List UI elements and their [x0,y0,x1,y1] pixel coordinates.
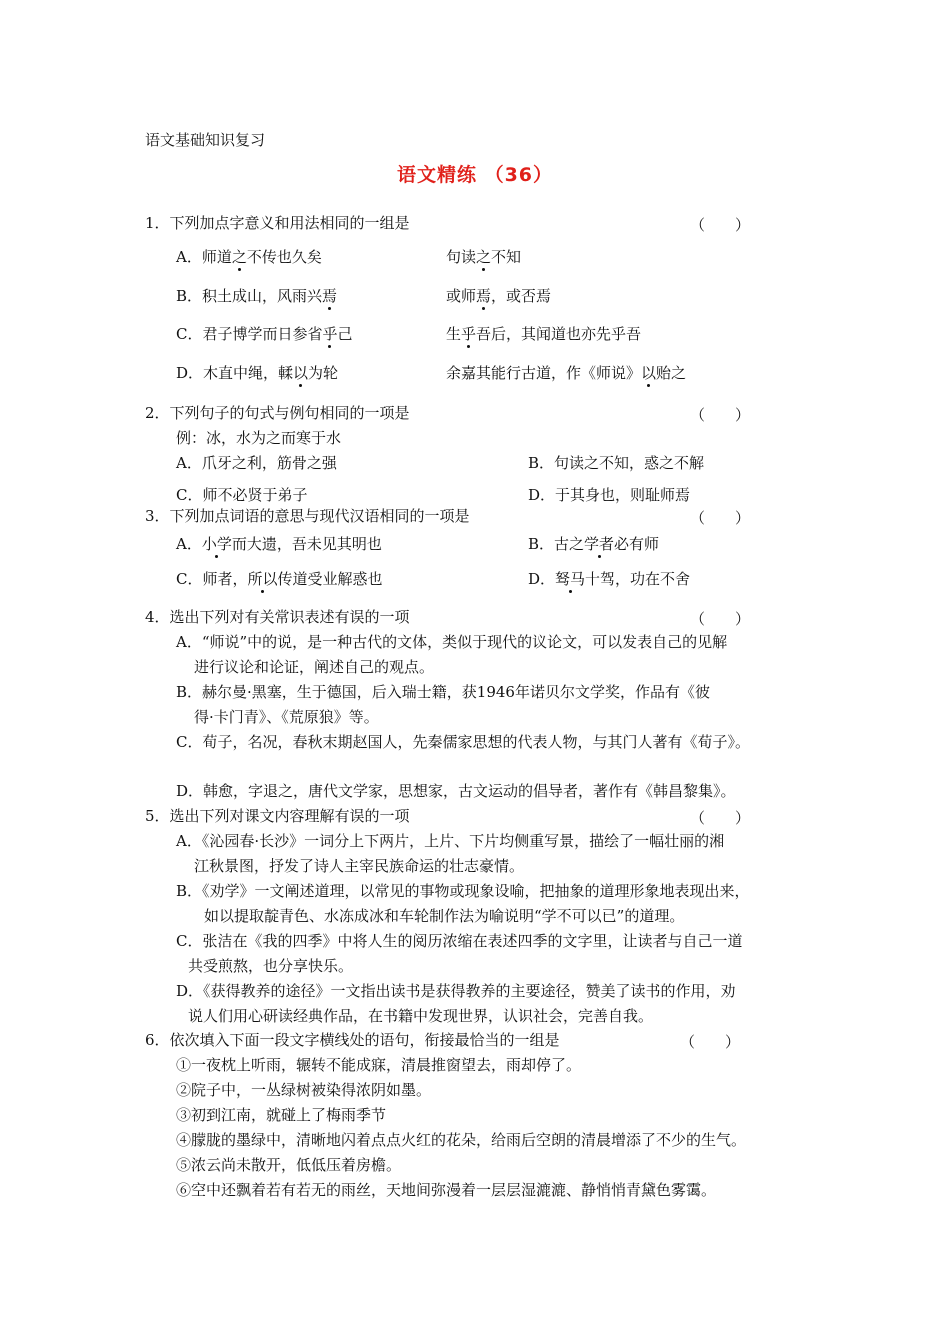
q1-option-a-right: 句读之不知 [446,248,522,266]
q6-sentence-4: ④朦胧的墨绿中，清晰地闪着点点火红的花朵，给雨后空朗的清晨增添了不少的生气。 [176,1131,747,1149]
document-header: 语文基础知识复习 [145,131,266,149]
q3-option-c: C．师者，所以传道受业解惑也 [176,570,383,588]
emphasis-dot-word: 小学 [201,535,232,553]
q3-stem: 3．下列加点词语的意思与现代汉语相同的一项是 [145,507,470,525]
emphasis-dot-char: 以 [641,364,657,382]
q6-sentence-1: ①一夜枕上听雨，辗转不能成寐，清晨推窗望去，雨却停了。 [176,1056,582,1074]
q3-option-b: B．古之学者必有师 [528,535,660,553]
emphasis-dot-word: 驽马 [555,570,586,588]
q3-option-d: D．驽马十驾，功在不舍 [528,570,691,588]
q5-option-a-line2: 江秋景图，抒发了诗人主宰民族命运的壮志豪情。 [194,857,525,875]
q1-option-c-right: 生乎吾后，其闻道也亦先乎吾 [446,325,642,343]
q2-stem: 2．下列句子的句式与例句相同的一项是 [145,404,410,422]
q4-option-b-line2: 得·卡门青》、《荒原狼》等。 [194,708,379,726]
q4-option-b-line1: B．赫尔曼·黑塞，生于德国，后入瑞士籍，获1946年诺贝尔文学奖，作品有《彼 [176,683,710,701]
q5-option-b-line2: 如以提取靛青色、水冻成冰和车轮制作法为喻说明“学不可以已”的道理。 [204,907,685,925]
page-title: 语文精练 （36） [396,164,554,186]
q5-option-c-line1: C．张洁在《我的四季》中将人生的阅历浓缩在表述四季的文字里，让读者与自己一道 [176,932,743,950]
q4-option-a-line2: 进行议论和论证，阐述自己的观点。 [194,658,435,676]
q1-option-d-left: D．木直中绳，輮以为轮 [176,364,339,382]
q1-option-b-right: 或师焉，或否焉 [446,287,552,305]
q1-option-b-left: B．积土成山，风雨兴焉 [176,287,338,305]
emphasis-dot-word: 所以 [247,570,278,588]
q5-option-b-line1: B．《劝学》一文阐述道理，以常见的事物或现象设喻，把抽象的道理形象地表现出来， [176,882,750,900]
q1-option-c-left: C．君子博学而日参省乎己 [176,325,353,343]
emphasis-dot-char: 之 [476,248,492,266]
q2-option-c: C．师不必贤于弟子 [176,486,308,504]
emphasis-dot-char: 焉 [322,287,338,305]
q4-answer-blank: （ ） [690,610,751,628]
q5-stem: 5．选出下列对课文内容理解有误的一项 [145,807,410,825]
q5-option-d-line2: 说人们用心研读经典作品，在书籍中发现世界，认识社会，完善自我。 [188,1007,654,1025]
emphasis-dot-char: 乎 [322,325,338,343]
q3-answer-blank: （ ） [690,509,751,527]
q2-option-d: D．于其身也，则耻师焉 [528,486,691,504]
q6-sentence-3: ③初到江南，就碰上了梅雨季节 [176,1106,387,1124]
q2-answer-blank: （ ） [690,406,751,424]
q4-option-d: D．韩愈，字退之，唐代文学家，思想家，古文运动的倡导者，著作有《韩昌黎集》。 [176,782,736,800]
q6-stem: 6．依次填入下面一段文字横线处的语句，衔接最恰当的一组是 [145,1031,560,1049]
q5-option-d-line1: D．《获得教养的途径》一文指出读书是获得教养的主要途径，赞美了读书的作用，劝 [176,982,736,1000]
q6-sentence-2: ②院子中，一丛绿树被染得浓阴如墨。 [176,1081,432,1099]
q2-option-a: A．爪牙之利，筋骨之强 [176,454,337,472]
q4-option-a-line1: A．“师说”中的说，是一种古代的文体，类似于现代的议论文，可以发表自己的见解 [176,633,728,651]
emphasis-dot-char: 以 [293,364,309,382]
q6-answer-blank: （ ） [680,1033,741,1051]
q5-answer-blank: （ ） [690,809,751,827]
q6-sentence-6: ⑥空中还飘着若有若无的雨丝，天地间弥漫着一层层湿漉漉、静悄悄青黛色雾霭。 [176,1181,717,1199]
q1-option-a-left: A．师道之不传也久矣 [176,248,322,266]
emphasis-dot-char: 之 [231,248,247,266]
q4-option-c: C．荀子，名况，春秋末期赵国人，先秦儒家思想的代表人物，与其门人著有《荀子》。 [176,733,750,751]
q2-option-b: B．句读之不知，惑之不解 [528,454,705,472]
q6-sentence-5: ⑤浓云尚未散开，低低压着房檐。 [176,1156,402,1174]
emphasis-dot-char: 焉 [476,287,492,305]
q1-answer-blank: （ ） [690,216,751,234]
q1-stem: 1．下列加点字意义和用法相同的一组是 [145,214,410,232]
q2-example: 例：冰，水为之而寒于水 [176,429,342,447]
q1-option-d-right: 余嘉其能行古道，作《师说》以贻之 [446,364,687,382]
emphasis-dot-char: 乎 [461,325,477,343]
q3-option-a: A．小学而大遗，吾未见其明也 [176,535,382,553]
emphasis-dot-word: 学者 [584,535,615,553]
q5-option-c-line2: 共受煎熬，也分享快乐。 [188,957,354,975]
q4-stem: 4．选出下列对有关常识表述有误的一项 [145,608,410,626]
q5-option-a-line1: A．《沁园春·长沙》一词分上下两片，上片、下片均侧重写景，描绘了一幅壮丽的湘 [176,832,725,850]
